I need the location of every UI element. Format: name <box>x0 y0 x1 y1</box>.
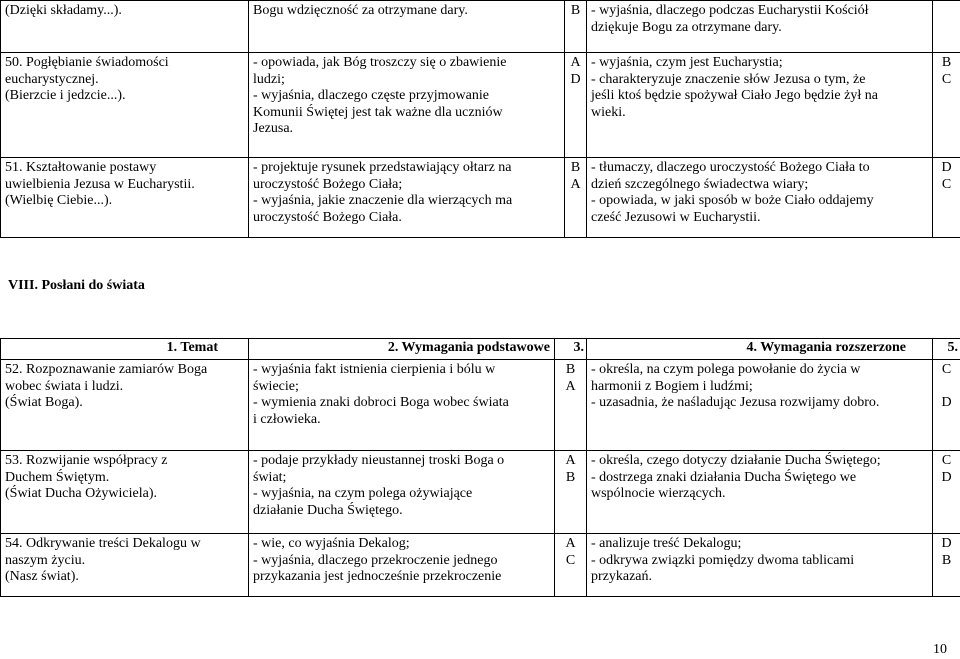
page-number: 10 <box>933 642 947 659</box>
level-letter: D <box>566 72 585 89</box>
text-line: przykazań. <box>591 569 928 586</box>
basic-requirements-cell <box>249 451 555 534</box>
text-line: (Świat Ducha Ożywiciela). <box>5 486 244 503</box>
level-letter: A <box>566 177 585 194</box>
text-line: - charakteryzuje znaczenie słów Jezusa o tym, że <box>591 72 928 89</box>
level-letter: B <box>566 160 585 177</box>
section-title: VIII. Posłani do świata <box>8 278 145 295</box>
text-line: - wyjaśnia, dlaczego przekroczenie jednego <box>253 553 550 570</box>
text-line: (Bierzcie i jedzcie...). <box>5 88 244 105</box>
text-line: - wyjaśnia, na czym polega ożywiające <box>253 486 550 503</box>
basic-requirements-cell <box>249 1 565 53</box>
level-letter: A <box>566 55 585 72</box>
text-line: 52. Rozpoznawanie zamiarów Boga <box>5 362 244 379</box>
text-line: wobec świata i ludzi. <box>5 379 244 396</box>
text-line: - opowiada, w jaki sposób w boże Ciało oddajemy <box>591 193 928 210</box>
level-letter: D <box>934 470 959 487</box>
level-letter: C <box>934 72 959 89</box>
level-letter: D <box>934 536 959 553</box>
text-line: dziękuje Bogu za otrzymane dary. <box>591 20 928 37</box>
text-line: cześć Jezusowi w Eucharystii. <box>591 210 928 227</box>
level-letter: D <box>934 395 959 412</box>
table-row <box>1 1 960 53</box>
basic-requirements-cell <box>249 360 555 451</box>
requirements-table-top <box>0 0 960 238</box>
level-letter: C <box>934 453 959 470</box>
basic-requirements-cell <box>249 158 565 238</box>
basic-requirements-cell <box>249 53 565 158</box>
extended-requirements-cell <box>587 360 933 451</box>
extended-requirements-cell <box>587 1 933 53</box>
text-line: - wyjaśnia, dlaczego podczas Eucharystii Kościół <box>591 3 928 20</box>
level-letter: C <box>934 177 959 194</box>
level-letter: C <box>556 553 585 570</box>
text-line: Jezusa. <box>253 121 560 138</box>
text-line: - wymienia znaki dobroci Boga wobec świata <box>253 395 550 412</box>
table-row <box>1 53 960 158</box>
topic-cell <box>1 158 249 238</box>
text-line: Bogu wdzięczność za otrzymane dary. <box>253 3 560 20</box>
level-letter: A <box>556 536 585 553</box>
level-letter: A <box>556 453 585 470</box>
text-line: świecie; <box>253 379 550 396</box>
text-line: wieki. <box>591 105 928 122</box>
text-line: - wyjaśnia, czym jest Eucharystia; <box>591 55 928 72</box>
text-line: Komunii Świętej jest tak ważne dla uczniów <box>253 105 560 122</box>
level-letter: D <box>934 160 959 177</box>
basic-level-cell <box>565 158 587 238</box>
text-line: eucharystycznej. <box>5 72 244 89</box>
text-line: - wyjaśnia, dlaczego częste przyjmowanie <box>253 88 560 105</box>
text-line: - analizuje treść Dekalogu; <box>591 536 928 553</box>
text-line: jeśli ktoś będzie spożywał Ciało Jego będzie żył na <box>591 88 928 105</box>
level-letter: B <box>556 362 585 379</box>
extended-level-cell <box>933 360 960 451</box>
topic-cell <box>1 451 249 534</box>
level-letter: B <box>934 55 959 72</box>
text-line: 53. Rozwijanie współpracy z <box>5 453 244 470</box>
text-line: - tłumaczy, dlaczego uroczystość Bożego Ciała to <box>591 160 928 177</box>
text-line: - projektuje rysunek przedstawiający ołtarz na <box>253 160 560 177</box>
text-line: harmonii z Bogiem i ludźmi; <box>591 379 928 396</box>
text-line: 54. Odkrywanie treści Dekalogu w <box>5 536 244 553</box>
text-line: - wyjaśnia, jakie znaczenie dla wierzących ma <box>253 193 560 210</box>
basic-level-cell <box>565 1 587 53</box>
text-line: (Świat Boga). <box>5 395 244 412</box>
text-line: wspólnocie wierzących. <box>591 486 928 503</box>
text-line: 51. Kształtowanie postawy <box>5 160 244 177</box>
table-row <box>1 451 960 534</box>
table-header-row <box>1 339 960 360</box>
extended-requirements-cell <box>587 534 933 597</box>
text-line: - wyjaśnia fakt istnienia cierpienia i bólu w <box>253 362 550 379</box>
level-letter: B <box>566 3 585 20</box>
text-line: naszym życiu. <box>5 553 244 570</box>
text-line: działanie Ducha Świętego. <box>253 503 550 520</box>
extended-level-cell <box>933 158 960 238</box>
header-extended-level: 5. <box>933 339 960 360</box>
header-basic: 2. Wymagania podstawowe <box>249 339 555 360</box>
topic-cell <box>1 53 249 158</box>
extended-level-cell <box>933 53 960 158</box>
level-letter: B <box>934 553 959 570</box>
header-extended: 4. Wymagania rozszerzone <box>587 339 933 360</box>
text-line: Duchem Świętym. <box>5 470 244 487</box>
extended-level-cell <box>933 534 960 597</box>
text-line: świat; <box>253 470 550 487</box>
text-line: ludzi; <box>253 72 560 89</box>
text-line: - wie, co wyjaśnia Dekalog; <box>253 536 550 553</box>
extended-level-cell <box>933 451 960 534</box>
text-line: - określa, czego dotyczy działanie Ducha Świętego; <box>591 453 928 470</box>
text-line: uroczystość Bożego Ciała; <box>253 177 560 194</box>
text-line: (Wielbię Ciebie...). <box>5 193 244 210</box>
level-letter: C <box>934 362 959 379</box>
extended-level-cell <box>933 1 960 53</box>
text-line: - opowiada, jak Bóg troszczy się o zbawienie <box>253 55 560 72</box>
extended-requirements-cell <box>587 53 933 158</box>
text-line: 50. Pogłębianie świadomości <box>5 55 244 72</box>
text-line: przykazania jest jednocześnie przekroczenie <box>253 569 550 586</box>
text-line: - określa, na czym polega powołanie do życia w <box>591 362 928 379</box>
text-line: - podaje przykłady nieustannej troski Boga o <box>253 453 550 470</box>
topic-cell <box>1 360 249 451</box>
level-letter: A <box>556 379 585 396</box>
level-letter <box>934 379 959 396</box>
header-basic-level: 3. <box>555 339 587 360</box>
text-line: dzień szczególnego świadectwa wiary; <box>591 177 928 194</box>
basic-level-cell <box>555 534 587 597</box>
text-line: uwielbienia Jezusa w Eucharystii. <box>5 177 244 194</box>
basic-level-cell <box>555 451 587 534</box>
level-letter: B <box>556 470 585 487</box>
basic-level-cell <box>565 53 587 158</box>
text-line: - uzasadnia, że naśladując Jezusa rozwijamy dobro. <box>591 395 928 412</box>
text-line: i człowieka. <box>253 412 550 429</box>
text-line: - dostrzega znaki działania Ducha Świętego we <box>591 470 928 487</box>
table-row <box>1 158 960 238</box>
topic-cell <box>1 1 249 53</box>
table-row <box>1 360 960 451</box>
text-line: uroczystość Bożego Ciała. <box>253 210 560 227</box>
text-line: - odkrywa związki pomiędzy dwoma tablicami <box>591 553 928 570</box>
text-line: (Nasz świat). <box>5 569 244 586</box>
requirements-table-bottom <box>0 338 960 597</box>
basic-level-cell <box>555 360 587 451</box>
extended-requirements-cell <box>587 158 933 238</box>
header-topic: 1. Temat <box>1 339 249 360</box>
topic-cell <box>1 534 249 597</box>
extended-requirements-cell <box>587 451 933 534</box>
table-row <box>1 534 960 597</box>
basic-requirements-cell <box>249 534 555 597</box>
text-line: (Dzięki składamy...). <box>5 3 244 20</box>
